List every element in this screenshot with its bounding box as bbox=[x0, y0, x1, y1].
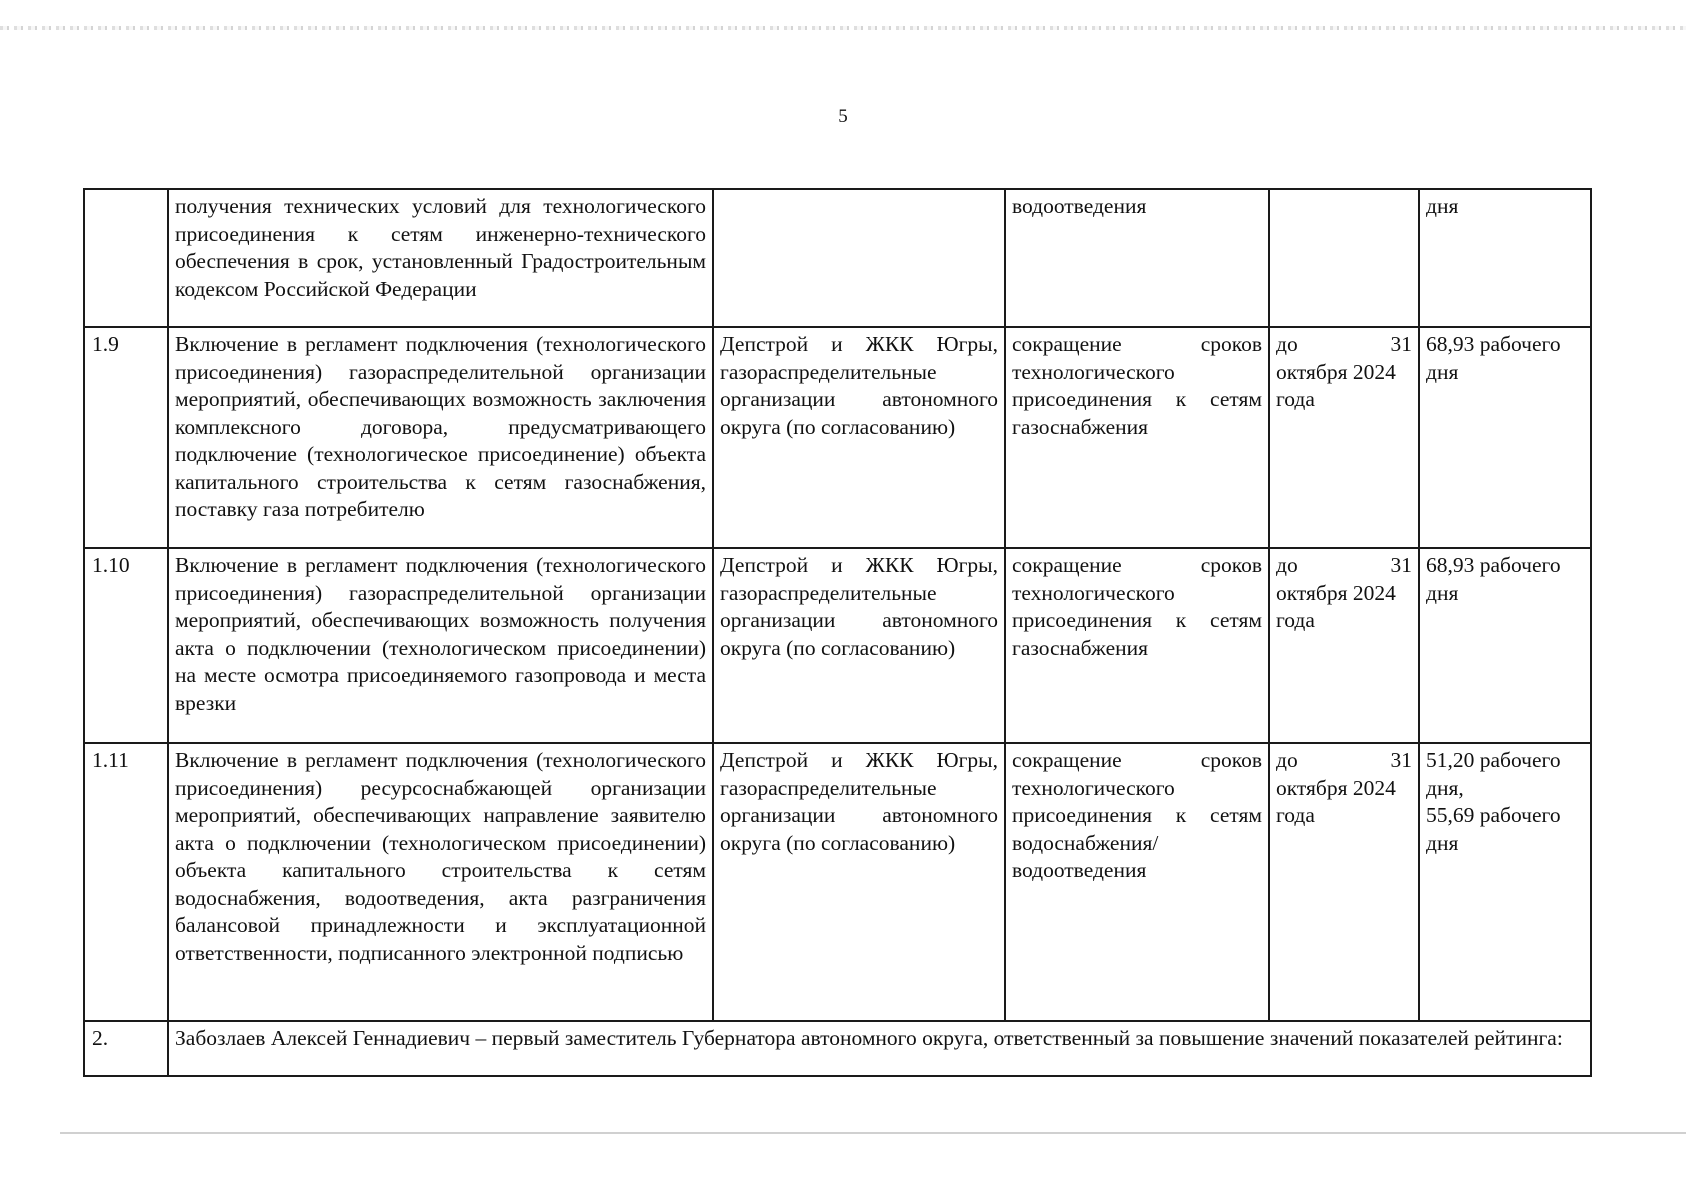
section-text: Забозлаев Алексей Геннадиевич – первый заместитель Губернатора автономного округа, ответственный за повышение значений показателей рейтинга: bbox=[175, 1026, 1563, 1050]
deadline-cell bbox=[1269, 743, 1419, 1021]
table-row bbox=[84, 548, 1591, 743]
responsible-cell bbox=[713, 327, 1005, 548]
measure-text: Включение в регламент подключения (технологического присоединения) газораспределительной организации мероприятий, обеспечивающих возможность получения акта о подключении (технологическом присоединении) на месте осмотра присоединяемого газопровода и места врезки bbox=[175, 553, 706, 715]
section-row bbox=[84, 1021, 1591, 1076]
row-number bbox=[84, 189, 168, 327]
value-cell bbox=[1419, 327, 1591, 548]
deadline-line bbox=[1276, 331, 1412, 359]
measure-cell bbox=[168, 743, 713, 1021]
deadline-prefix: до bbox=[1276, 553, 1298, 577]
value-text: дня bbox=[1426, 194, 1459, 218]
measure-cell bbox=[168, 327, 713, 548]
measure-cell bbox=[168, 548, 713, 743]
measure-text: получения технических условий для технологического присоединения к сетям инженерно-технического обеспечения в срок, установленный Градостроительным кодексом Российской Федерации bbox=[175, 194, 706, 301]
responsible-cell bbox=[713, 743, 1005, 1021]
deadline-prefix: до bbox=[1276, 748, 1298, 772]
result-text: сокращение сроков технологического присоединения к сетям водоснабжения/водоотведения bbox=[1012, 748, 1262, 882]
result-cell bbox=[1005, 189, 1269, 327]
responsible-text: Депстрой и ЖКК Югры, газораспределительные организации автономного округа (по согласованию) bbox=[720, 553, 998, 660]
deadline-cell bbox=[1269, 548, 1419, 743]
scan-edge-top bbox=[0, 26, 1686, 30]
deadline-line bbox=[1276, 747, 1412, 775]
value-cell bbox=[1419, 743, 1591, 1021]
responsible-text: Депстрой и ЖКК Югры, газораспределительные организации автономного округа (по согласованию) bbox=[720, 332, 998, 439]
deadline-prefix: до bbox=[1276, 332, 1298, 356]
responsible-cell bbox=[713, 189, 1005, 327]
value-cell bbox=[1419, 189, 1591, 327]
page-number: 5 bbox=[838, 106, 848, 127]
value-text: 51,20 рабочего дня, bbox=[1426, 748, 1561, 800]
deadline-day: 31 bbox=[1390, 553, 1412, 577]
responsible-text: Депстрой и ЖКК Югры, газораспределительные организации автономного округа (по согласованию) bbox=[720, 748, 998, 855]
value-text: 68,93 рабочего дня bbox=[1426, 553, 1561, 605]
measure-cell bbox=[168, 189, 713, 327]
table-row bbox=[84, 327, 1591, 548]
deadline-cell bbox=[1269, 189, 1419, 327]
section-number: 2. bbox=[84, 1021, 168, 1076]
deadline-rest: октября 2024 года bbox=[1276, 775, 1396, 827]
table-row bbox=[84, 189, 1591, 327]
row-number: 1.11 bbox=[84, 743, 168, 1021]
scan-edge-bottom bbox=[60, 1132, 1686, 1134]
deadline-day: 31 bbox=[1390, 748, 1412, 772]
value-text-secondary: 55,69 рабочего дня bbox=[1426, 803, 1561, 855]
value-cell bbox=[1419, 548, 1591, 743]
result-text: сокращение сроков технологического присоединения к сетям газоснабжения bbox=[1012, 332, 1262, 439]
result-cell bbox=[1005, 548, 1269, 743]
result-cell bbox=[1005, 743, 1269, 1021]
row-number: 1.10 bbox=[84, 548, 168, 743]
measure-text: Включение в регламент подключения (технологического присоединения) ресурсоснабжающей организации мероприятий, обеспечивающих направление заявителю акта о подключении (технологическом присоединении) объекта капитального строительства к сетям водоснабжения, водоотведения, акта разграничения балансовой принадлежности и эксплуатационной ответственности, подписанного электронной подписью bbox=[175, 748, 706, 965]
value-text: 68,93 рабочего дня bbox=[1426, 332, 1561, 384]
row-number: 1.9 bbox=[84, 327, 168, 548]
result-text: водоотведения bbox=[1012, 194, 1147, 218]
result-text: сокращение сроков технологического присоединения к сетям газоснабжения bbox=[1012, 553, 1262, 660]
section-cell bbox=[168, 1021, 1591, 1076]
result-cell bbox=[1005, 327, 1269, 548]
deadline-cell bbox=[1269, 327, 1419, 548]
deadline-day: 31 bbox=[1390, 332, 1412, 356]
responsible-cell bbox=[713, 548, 1005, 743]
table-row bbox=[84, 743, 1591, 1021]
measure-text: Включение в регламент подключения (технологического присоединения) газораспределительной организации мероприятий, обеспечивающих возможность заключения комплексного договора, предусматривающего подключение (технологическое присоединение) объекта капитального строительства к сетям газоснабжения, поставку газа потребителю bbox=[175, 332, 706, 521]
deadline-rest: октября 2024 года bbox=[1276, 580, 1396, 632]
deadline-line bbox=[1276, 552, 1412, 580]
action-plan-table bbox=[83, 188, 1592, 1077]
deadline-rest: октября 2024 года bbox=[1276, 359, 1396, 411]
